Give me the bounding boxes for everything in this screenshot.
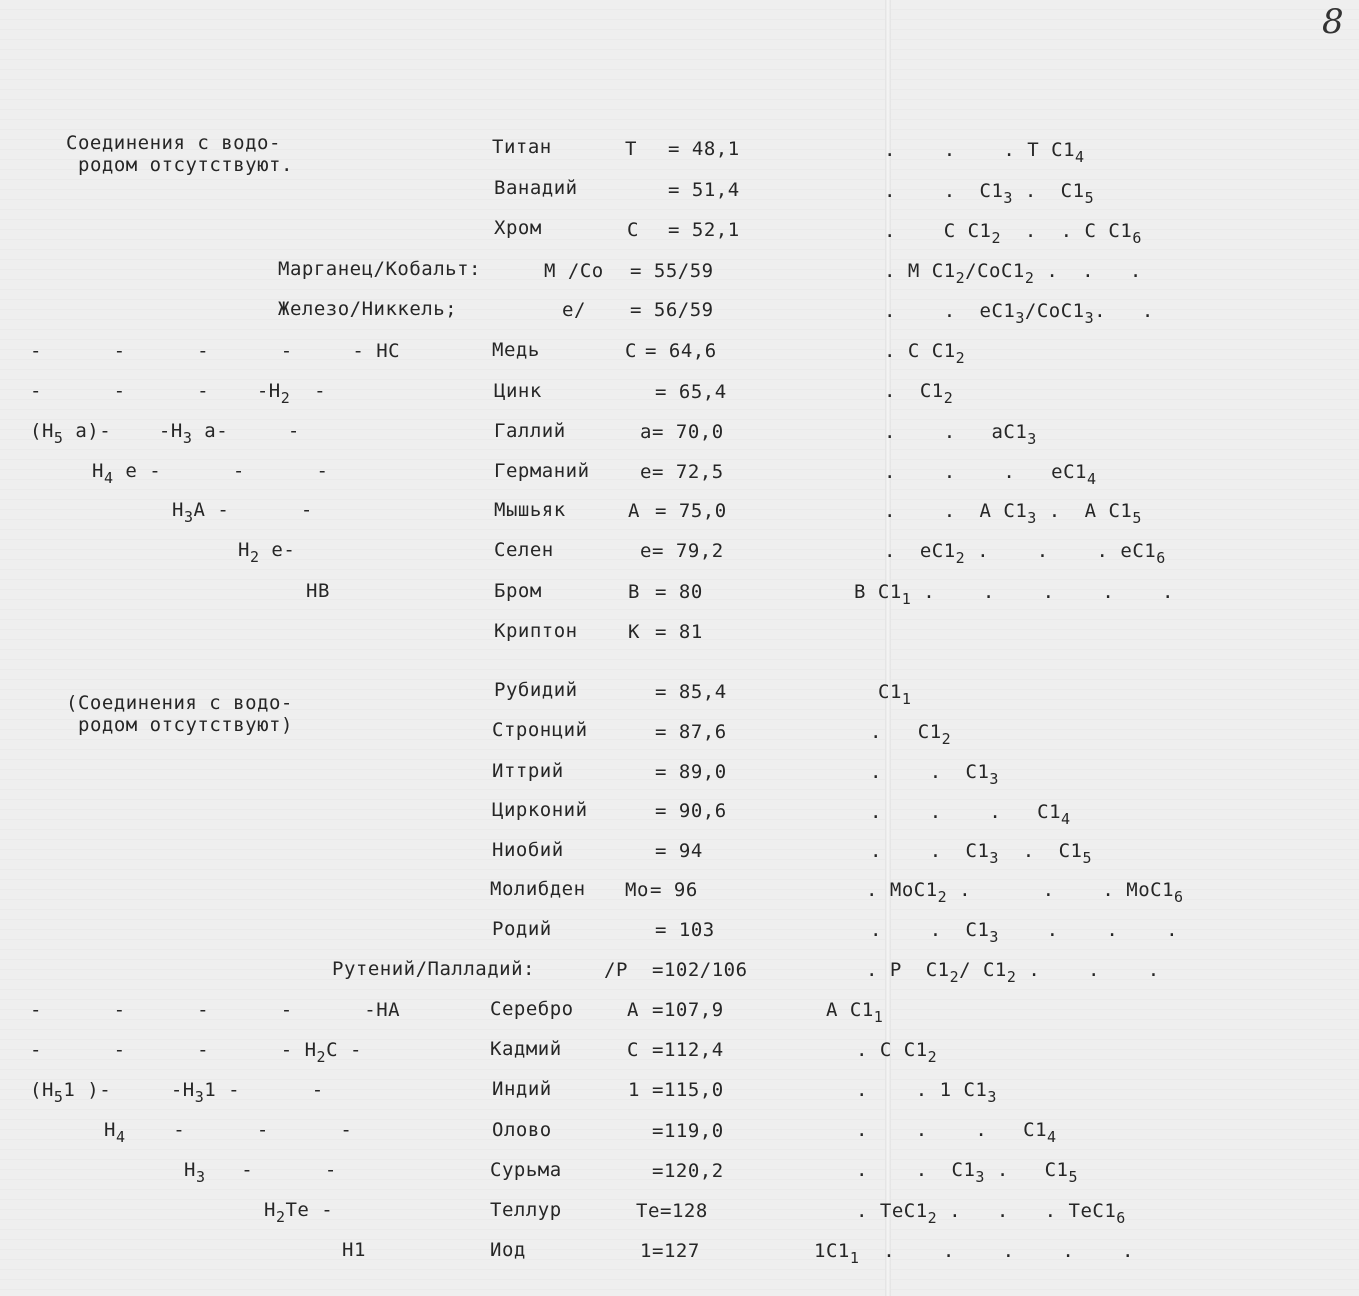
element-weight: = 90,6 [655, 800, 727, 822]
hydride-formula: - - - - $H_2C$ - [30, 1039, 362, 1066]
chloride-formula: . . $C1_3$ . $C1_5$ [856, 1159, 1079, 1186]
element-symbol: C [625, 340, 637, 362]
chloride-formula: A $C1_1$ [826, 999, 884, 1026]
element-name: Галлий [494, 420, 566, 442]
element-weight: = 103 [655, 919, 715, 941]
chloride-formula: . . $C1_3$ . $C1_5$ [870, 840, 1093, 867]
element-name: Стронций [492, 719, 588, 741]
hydride-formula: $H_2Te$ - [264, 1199, 334, 1226]
element-weight: = 55/59 [630, 260, 714, 282]
element-name: Рубидий [494, 679, 578, 701]
page-number: 8 [1322, 2, 1344, 42]
chloride-formula: . . A $C1_3$ . A $C1_5$ [884, 500, 1142, 527]
note-line: (Соединения с водо- [66, 692, 293, 714]
element-symbol: A [628, 500, 640, 522]
chloride-formula: . C $C1_2$ . . C $C1_6$ [884, 220, 1142, 247]
chloride-formula: . P $C1_2/$ $C1_2$ . . . [866, 959, 1160, 986]
element-weight: = 65,4 [655, 381, 727, 403]
chloride-formula: . C $C1_2$ [856, 1039, 938, 1066]
element-name: Селен [494, 539, 554, 561]
element-weight: =127 [652, 1240, 700, 1262]
chloride-formula: . . $C1_3$ [870, 761, 999, 788]
element-weight: =107,9 [652, 999, 724, 1021]
element-name: Молибден [490, 878, 586, 900]
element-symbol: T [625, 138, 637, 160]
chloride-formula: . C $C1_2$ [884, 340, 966, 367]
element-symbol: Te [636, 1200, 660, 1222]
element-weight: = 51,4 [668, 179, 740, 201]
element-name: Железо/Никкель; [278, 298, 458, 320]
note-line: родом отсутствуют. [78, 154, 293, 176]
chloride-formula: . $MoC1_2$ . . . $MoC1_6$ [866, 879, 1184, 906]
element-symbol: C [627, 219, 639, 241]
element-name: Криптон [494, 620, 578, 642]
element-name: Титан [492, 136, 552, 158]
element-weight: = 70,0 [652, 421, 724, 443]
element-name: Мышьяк [494, 499, 566, 521]
element-name: Цинк [494, 380, 542, 402]
element-name: Сурьма [490, 1159, 562, 1181]
chloride-formula: . $TeC1_2$ . . . $TeC1_6$ [856, 1200, 1126, 1227]
element-weight: = 89,0 [655, 761, 727, 783]
hydride-formula: ($H_51$ )- $-H_31$ - - [30, 1079, 324, 1106]
element-name: Марганец/Кобальт: [278, 258, 481, 280]
hydride-formula: - - - - - HC [30, 340, 401, 362]
element-symbol: Mo [625, 879, 649, 901]
chloride-formula: . $C1_2$ [870, 721, 952, 748]
element-symbol: e [640, 461, 652, 483]
element-name: Олово [492, 1119, 552, 1141]
element-symbol: 1 [640, 1240, 652, 1262]
chloride-formula: . . . $eC1_4$ [884, 461, 1097, 488]
note-line: родом отсутствуют) [78, 714, 293, 736]
element-weight: =112,4 [652, 1039, 724, 1061]
element-name: Ванадий [494, 177, 578, 199]
hydride-formula: $H_3$ - - [184, 1159, 337, 1186]
element-name: Иттрий [492, 760, 564, 782]
chloride-formula: . . . T $C1_4$ [884, 139, 1085, 166]
element-weight: = 48,1 [668, 138, 740, 160]
element-weight: =115,0 [652, 1079, 724, 1101]
element-weight: = 85,4 [655, 681, 727, 703]
element-name: Ниобий [492, 839, 564, 861]
chloride-formula: . . $eC1_3/CoC1_3$. . [884, 300, 1154, 327]
element-weight: =119,0 [652, 1120, 724, 1142]
chloride-formula: . . . $C1_4$ [870, 801, 1071, 828]
hydride-formula: $H_3A$ - - [172, 499, 313, 526]
element-weight: =120,2 [652, 1160, 724, 1182]
element-symbol: B [628, 581, 640, 603]
element-name: Родий [492, 918, 552, 940]
chloride-formula: . . . $C1_4$ [856, 1119, 1057, 1146]
element-name: Бром [494, 580, 542, 602]
element-weight: = 72,5 [652, 461, 724, 483]
element-name: Медь [492, 339, 540, 361]
element-name: Хром [494, 217, 542, 239]
chloride-formula: . M $C1_2/CoC1_2$ . . . [884, 260, 1142, 287]
chloride-formula: . . $C1_3$ . $C1_5$ [884, 180, 1095, 207]
element-weight: = 96 [650, 879, 698, 901]
element-weight: = 80 [655, 581, 703, 603]
element-name: Цирконий [492, 799, 588, 821]
element-weight: = 87,6 [655, 721, 727, 743]
element-symbol: a [640, 421, 652, 443]
element-name: Рутений/Палладий: [332, 958, 535, 980]
element-symbol: M /Co [544, 260, 604, 282]
element-symbol: e [640, 540, 652, 562]
note-line: Соединения с водо- [66, 132, 281, 154]
element-weight: = 79,2 [652, 540, 724, 562]
element-symbol: C [627, 1039, 639, 1061]
chloride-formula: . . $C1_3$ . . . [870, 919, 1179, 946]
element-symbol: K [628, 621, 640, 643]
chloride-formula: . . 1 $C1_3$ [856, 1079, 997, 1106]
element-weight: = 52,1 [668, 219, 740, 241]
element-name: Теллур [490, 1199, 562, 1221]
element-name: Индий [492, 1078, 552, 1100]
element-symbol: 1 [628, 1079, 640, 1101]
element-weight: =102/106 [652, 959, 748, 981]
hydride-formula: ($H_5$ a)- $-H_3$ a- - [30, 420, 300, 447]
element-weight: = 94 [655, 840, 703, 862]
element-weight: = 75,0 [655, 500, 727, 522]
hydride-formula: $H_4$ e - - - [92, 460, 329, 487]
chloride-formula: . . $aC1_3$ [884, 421, 1037, 448]
element-symbol: /P [604, 959, 628, 981]
hydride-formula: - - - $-H_2$ - [30, 380, 327, 407]
chloride-formula: . $eC1_2$ . . . $eC1_6$ [884, 540, 1166, 567]
chloride-formula: . $C1_2$ [884, 380, 954, 407]
element-symbol: e/ [562, 299, 586, 321]
hydride-formula: $H_4$ - - - [104, 1119, 353, 1146]
element-weight: =128 [660, 1200, 708, 1222]
element-name: Серебро [490, 998, 574, 1020]
hydride-formula: HB [306, 580, 330, 602]
element-name: Кадмий [490, 1038, 562, 1060]
chloride-formula: $1C1_1$ . . . . . [814, 1240, 1134, 1267]
element-weight: = 56/59 [630, 299, 714, 321]
element-name: Иод [490, 1239, 526, 1261]
element-name: Германий [494, 460, 590, 482]
element-weight: = 81 [655, 621, 703, 643]
element-weight: = 64,6 [645, 340, 717, 362]
hydride-formula: H1 [342, 1239, 366, 1261]
hydride-formula: - - - - -HA [30, 999, 401, 1021]
element-symbol: A [627, 999, 639, 1021]
chloride-formula: $C1_1$ [878, 681, 912, 708]
chloride-formula: B $C1_1$ . . . . . [854, 581, 1174, 608]
hydride-formula: $H_2$ e- [238, 539, 296, 566]
